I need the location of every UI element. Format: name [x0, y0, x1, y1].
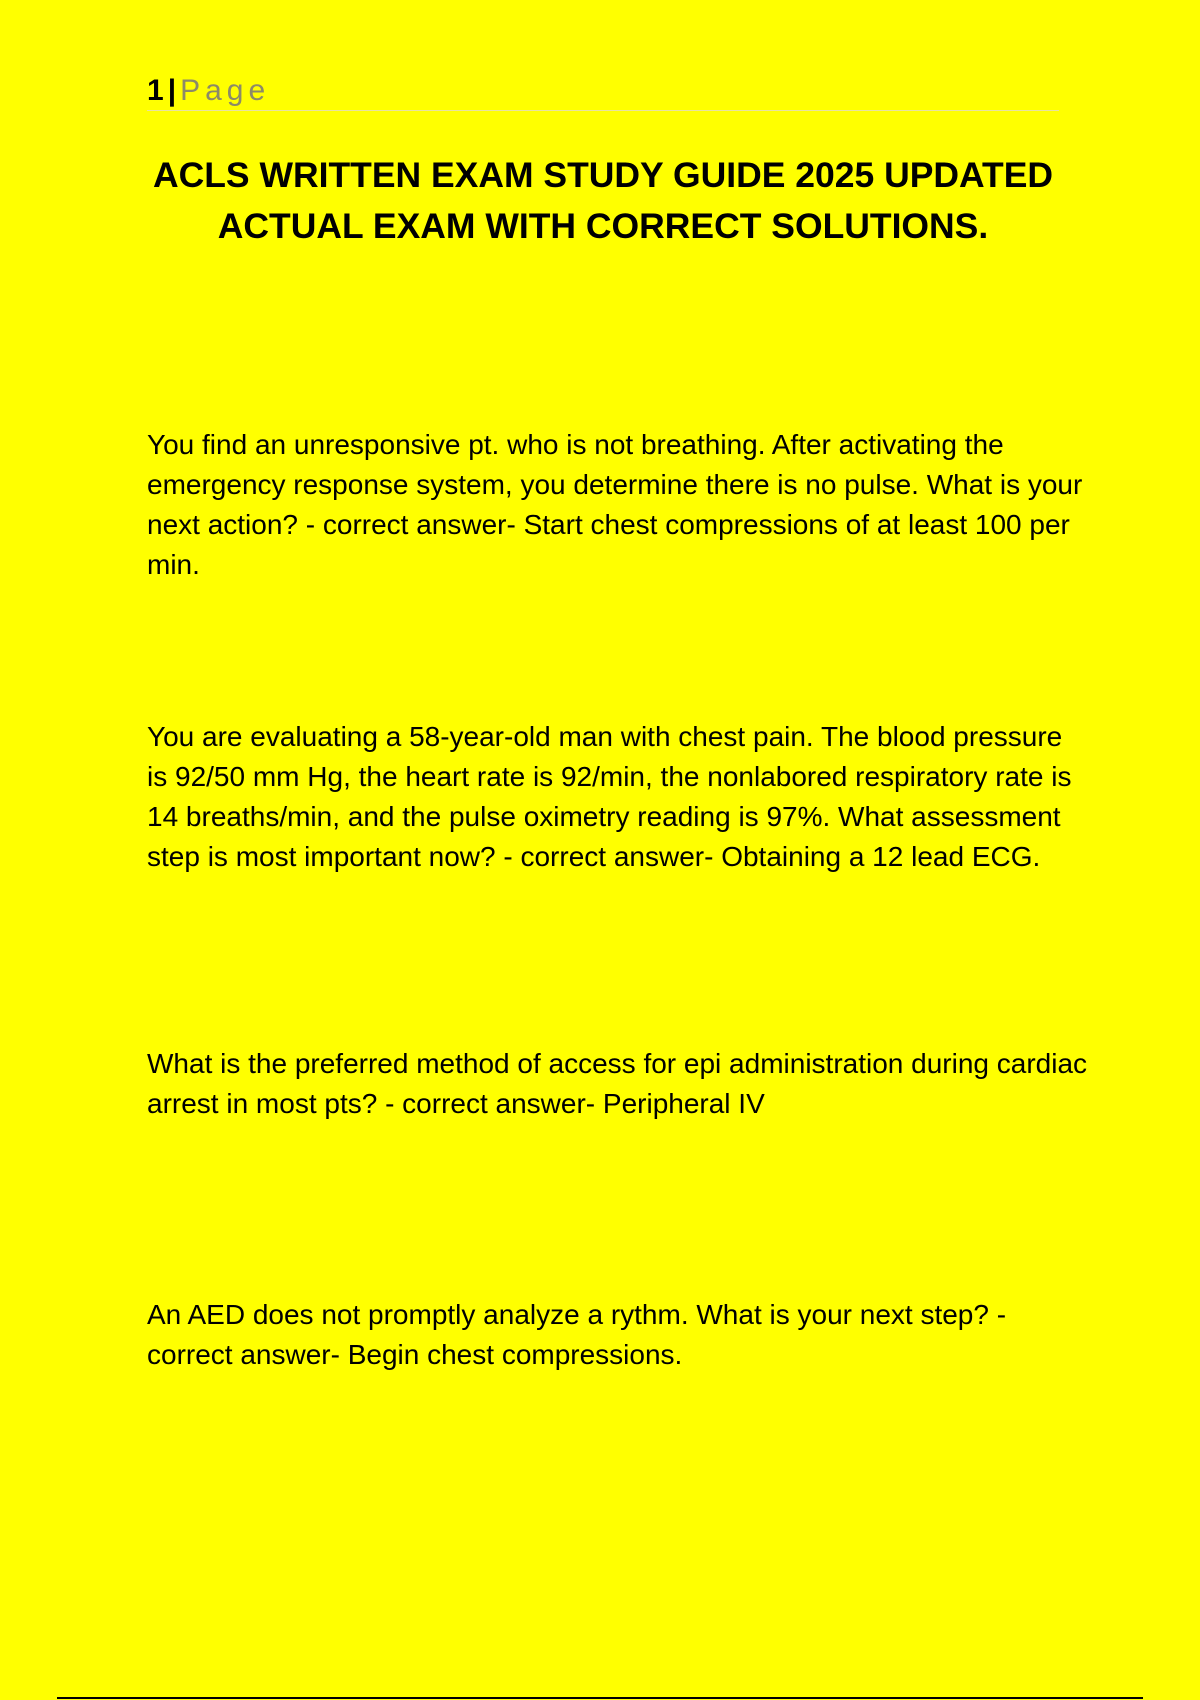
question-item-3: What is the preferred method of access for epi administration during cardiac arrest in most pts? - correct answer- Peripheral IV — [147, 1048, 1088, 1119]
page-word: Page — [180, 74, 271, 107]
page-separator: | — [167, 74, 177, 107]
page-number: 1 — [147, 74, 164, 107]
page-header — [147, 70, 1059, 111]
question-item-1: You find an unresponsive pt. who is not breathing. After activating the emergency response system, you determine there is no pulse. What is your next action? - correct answer- Start chest compressions of at least 100 per min. — [147, 429, 1083, 580]
footer-divider — [57, 1697, 1143, 1699]
question-item-2: You are evaluating a 58-year-old man with chest pain. The blood pressure is 92/50 mm Hg, the heart rate is 92/min, the nonlabored respiratory rate is 14 breaths/min, and the pulse oximetry reading is 97%. What assessment step is most important now? - correct answer- Obtaining a 12 lead ECG. — [147, 721, 1072, 872]
page-number-label — [147, 74, 270, 108]
question-item-4: An AED does not promptly analyze a rythm. What is your next step? - correct answer- Begin chest compressions. — [147, 1299, 1007, 1370]
document-title: ACLS WRITTEN EXAM STUDY GUIDE 2025 UPDATED ACTUAL EXAM WITH CORRECT SOLUTIONS. — [152, 155, 1054, 246]
